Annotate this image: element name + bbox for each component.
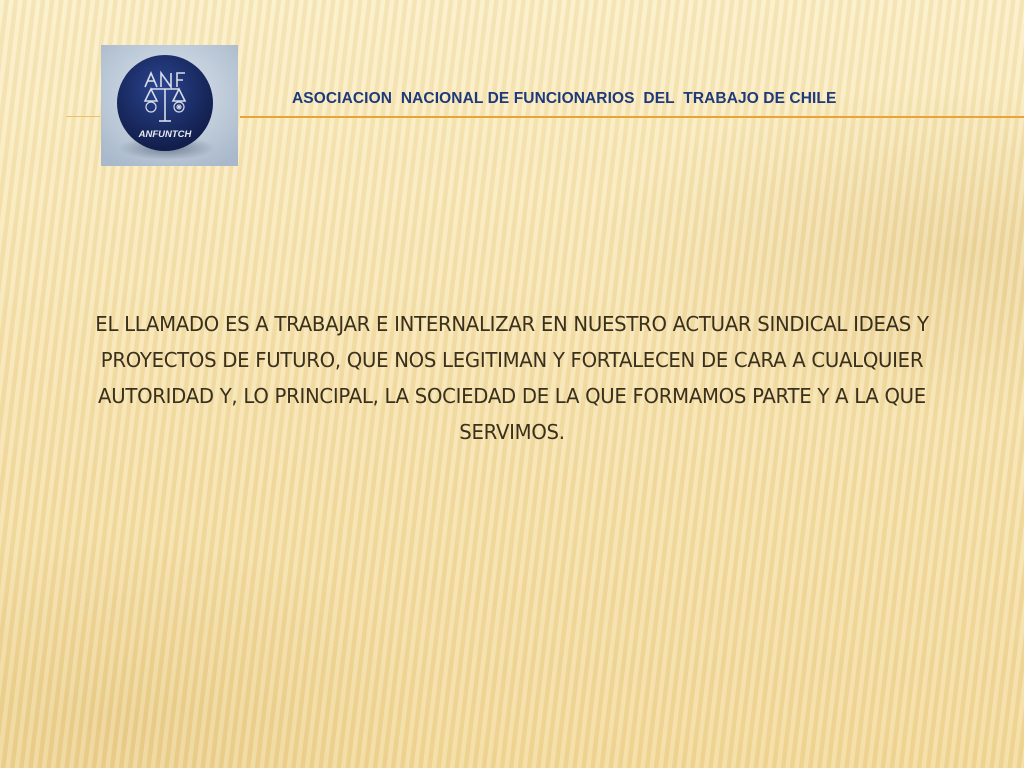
anfuntch-emblem-icon <box>101 45 238 166</box>
organization-logo <box>101 45 238 166</box>
organization-title: ASOCIACION NACIONAL DE FUNCIONARIOS DEL TRABAJO DE CHILE <box>292 90 837 107</box>
header-divider <box>240 116 1024 118</box>
header-divider-left <box>66 116 100 117</box>
main-message: EL LLAMADO ES A TRABAJAR E INTERNALIZAR EN NUESTRO ACTUAR SINDICAL IDEAS Y PROYECTOS DE FUTURO, QUE NOS LEGITIMAN Y FORTALECEN DE CARA A CUALQUIER AUTORIDAD Y, LO PRINCIPAL, LA SOCIEDAD DE LA QUE FORMAMOS PARTE Y A LA QUE SERVIMOS. <box>95 312 929 444</box>
logo-text: ANFUNTCH <box>138 129 192 140</box>
